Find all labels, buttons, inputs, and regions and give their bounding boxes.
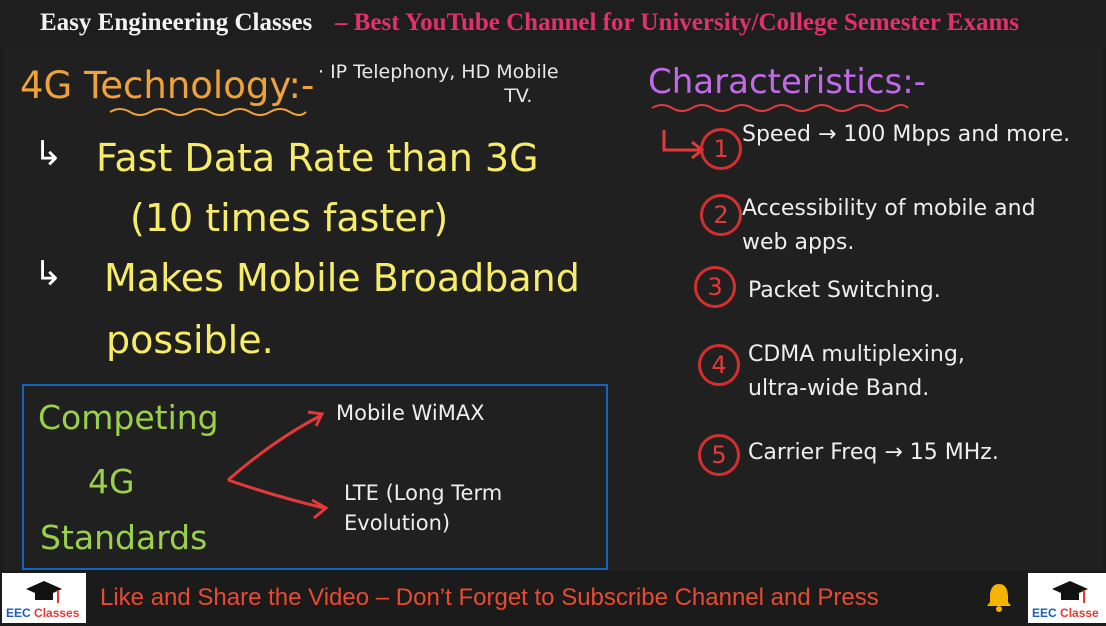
point-1-line-2: (10 times faster) <box>130 196 449 240</box>
char-2-line-1: Accessibility of mobile and <box>742 196 1036 221</box>
footer-message: Like and Share the Video – Don’t Forget to Subscribe Channel and Press <box>100 584 879 611</box>
char-5-line-1: Carrier Freq → 15 MHz. <box>748 440 999 465</box>
bell-icon[interactable] <box>986 582 1012 612</box>
char-3-text <box>748 274 941 308</box>
logo-text-left <box>6 606 79 620</box>
char-4-text <box>748 338 965 406</box>
point-1-line-1: Fast Data Rate than 3G <box>96 136 539 180</box>
char-5-number: 5 <box>698 434 740 476</box>
char-3-number: 3 <box>694 266 736 308</box>
ip-telephony-note <box>318 60 559 108</box>
graduation-cap-icon <box>24 579 64 607</box>
standard-2-line-2: Evolution) <box>344 511 451 535</box>
char-4-line-2: ultra-wide Band. <box>748 376 930 401</box>
ip-line-2: TV. <box>504 85 533 107</box>
competing-line-1: Competing <box>38 398 219 437</box>
point-2-arrow: ↳ <box>34 254 63 294</box>
char-4-number: 4 <box>698 344 740 386</box>
channel-name: Easy Engineering Classes <box>40 9 313 36</box>
characteristics-title: Characteristics:- <box>648 62 926 102</box>
logo-text-right <box>1032 606 1099 620</box>
standard-2-line-1: LTE (Long Term <box>344 481 503 505</box>
ip-line-1: · IP Telephony, HD Mobile <box>318 61 559 83</box>
standard-1-line-1: Mobile WiMAX <box>336 401 485 425</box>
char-2-text <box>742 192 1036 260</box>
char-4-line-1: CDMA multiplexing, <box>748 342 965 367</box>
standard-1 <box>336 398 485 428</box>
point-2-line-1: Makes Mobile Broadband <box>104 256 580 300</box>
header-bar <box>0 0 1106 48</box>
point-2-line-2: possible. <box>106 318 274 362</box>
board-title: 4G Technology:- <box>20 64 315 107</box>
characteristics-arrow-icon <box>660 128 706 164</box>
point-1-arrow: ↳ <box>34 134 63 174</box>
logo-text-right-blue: EEC <box>1032 606 1057 620</box>
logo-text-left-red: Classes <box>34 606 80 620</box>
char-1-text <box>742 118 1070 152</box>
graduation-cap-icon-right <box>1050 579 1090 607</box>
branch-arrows-icon <box>224 400 344 526</box>
competing-line-3: Standards <box>40 518 208 557</box>
channel-tagline: – Best YouTube Channel for University/College Semester Exams <box>335 9 1020 36</box>
char-1-number: 1 <box>700 128 742 170</box>
char-3-line-1: Packet Switching. <box>748 278 941 303</box>
char-1-line-1: Speed → 100 Mbps and more. <box>742 122 1071 147</box>
characteristics-underline <box>650 100 910 114</box>
competing-line-2: 4G <box>88 462 135 501</box>
standard-2 <box>344 478 502 538</box>
char-2-line-2: web apps. <box>742 230 855 255</box>
title-underline <box>108 104 308 118</box>
eec-logo-left <box>2 573 86 623</box>
char-2-number: 2 <box>700 194 742 236</box>
logo-text-right-red: Classe <box>1060 606 1099 620</box>
eec-logo-right <box>1028 573 1106 623</box>
logo-text-left-blue: EEC <box>6 606 31 620</box>
char-5-text <box>748 436 999 470</box>
